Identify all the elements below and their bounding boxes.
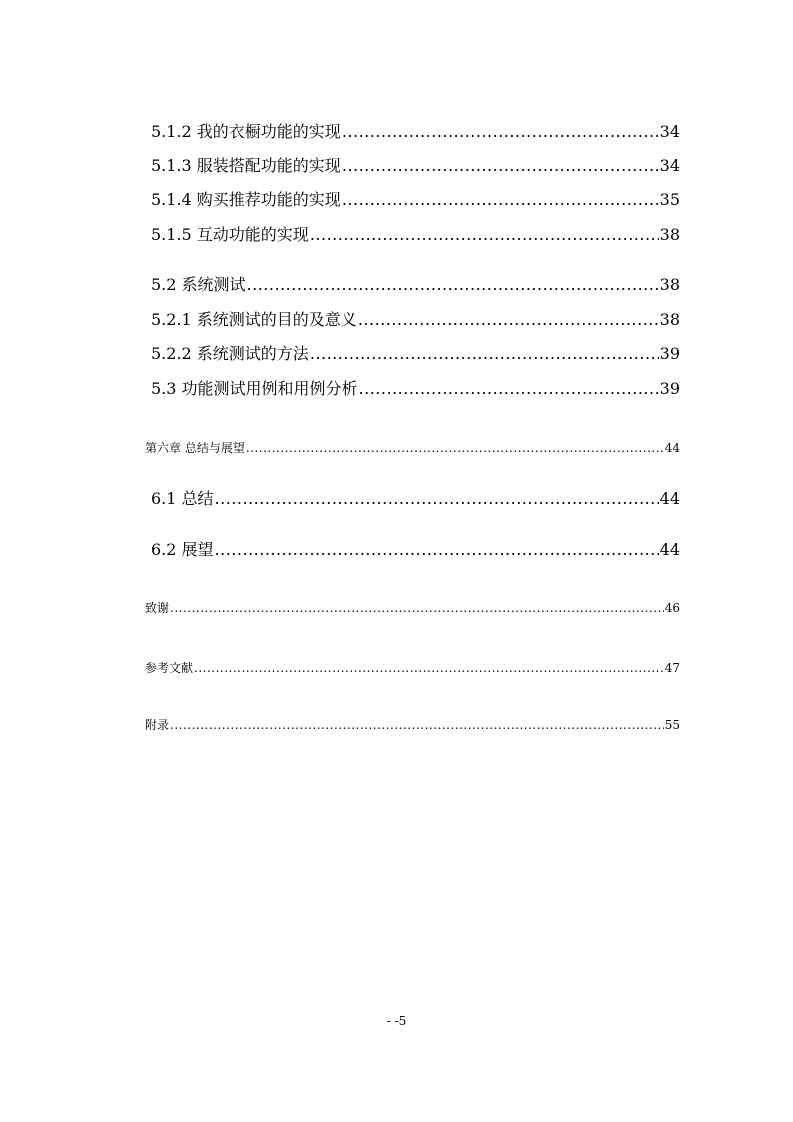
toc-entry-page: 44 [664, 441, 680, 455]
toc-entry-page: 47 [664, 661, 680, 675]
toc-entry-title: 5.1.5 互动功能的实现 [151, 225, 309, 244]
toc-entry-title: 5.2.1 系统测试的目的及意义 [151, 310, 357, 329]
toc-entry-title: 致谢 [145, 601, 170, 615]
toc-entry[interactable] [151, 187, 680, 210]
toc-entry-title: 5.1.4 购买推荐功能的实现 [151, 190, 341, 209]
page-number: - -5 [386, 1014, 407, 1028]
toc-entry-title: 5.1.2 我的衣橱功能的实现 [151, 122, 341, 141]
toc-entry-page: 39 [659, 379, 680, 398]
toc-entry[interactable] [145, 439, 680, 456]
toc-entry-page: 38 [659, 225, 680, 244]
toc-entry[interactable] [151, 272, 680, 295]
toc-entry-page: 44 [659, 540, 680, 559]
toc-leader-dots [247, 275, 659, 294]
toc-entry[interactable] [145, 716, 680, 733]
toc-leader-dots [170, 601, 664, 615]
toc-entry[interactable] [151, 307, 680, 330]
toc-entry-page: 46 [664, 601, 680, 615]
toc-leader-dots [194, 661, 664, 675]
toc-leader-dots [358, 310, 659, 329]
toc-leader-dots [246, 441, 664, 455]
toc-entry-title: 6.2 展望 [151, 540, 214, 559]
toc-leader-dots [342, 122, 659, 141]
toc-entry-page: 55 [664, 718, 680, 732]
toc-leader-dots [342, 190, 659, 209]
toc-entry-page: 38 [659, 310, 680, 329]
toc-entry-title: 附录 [145, 718, 170, 732]
toc-entry-title: 5.3 功能测试用例和用例分析 [151, 379, 358, 398]
toc-entry[interactable] [151, 119, 680, 142]
toc-entry-title: 6.1 总结 [151, 489, 214, 508]
toc-leader-dots [310, 344, 659, 363]
toc-entry[interactable] [151, 376, 680, 399]
toc-entry-page: 44 [659, 489, 680, 508]
toc-entry-title: 参考文献 [145, 661, 194, 675]
toc-leader-dots [310, 225, 659, 244]
toc-entry-title: 第六章 总结与展望 [145, 441, 245, 455]
toc-leader-dots [215, 489, 659, 508]
toc-entry-page: 39 [659, 344, 680, 363]
toc-leader-dots [342, 156, 659, 175]
toc-entry-page: 34 [659, 122, 680, 141]
toc-entry-page: 35 [659, 190, 680, 209]
toc-entry-page: 38 [659, 275, 680, 294]
toc-entry[interactable] [145, 659, 680, 676]
toc-entry-title: 5.1.3 服装搭配功能的实现 [151, 156, 341, 175]
toc-entry[interactable] [151, 153, 680, 176]
toc-entry[interactable] [151, 222, 680, 245]
toc-entry[interactable] [145, 599, 680, 616]
toc-entry-title: 5.2.2 系统测试的方法 [151, 344, 309, 363]
toc-leader-dots [215, 540, 659, 559]
toc-entry[interactable] [151, 537, 680, 560]
toc-leader-dots [170, 718, 664, 732]
toc-entry[interactable] [151, 341, 680, 364]
toc-entry-page: 34 [659, 156, 680, 175]
toc-entry-title: 5.2 系统测试 [151, 275, 246, 294]
toc-entry[interactable] [151, 486, 680, 509]
toc-leader-dots [359, 379, 659, 398]
